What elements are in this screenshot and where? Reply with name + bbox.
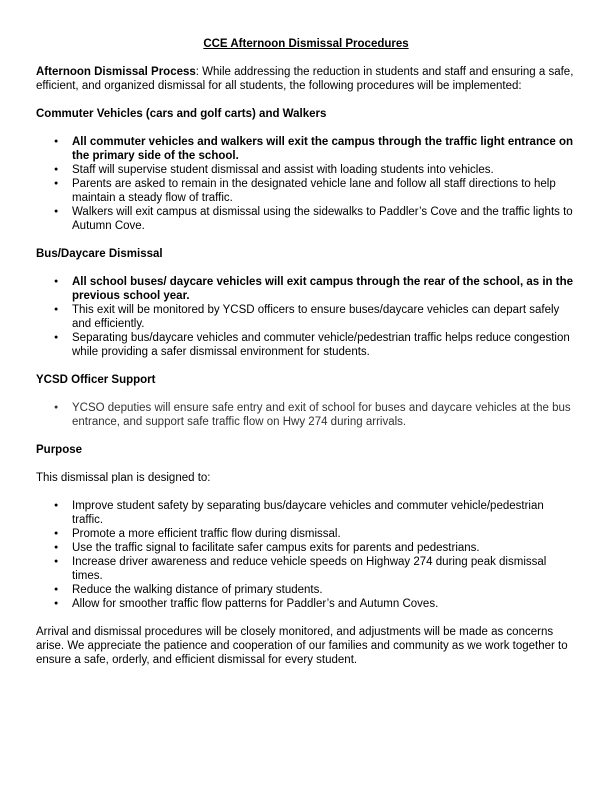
list-item: ● YCSO deputies will ensure safe entry and exit of school for buses and daycare vehicles at the bus entrance, and support safe traffic flow on Hwy 274 during arrivals.	[36, 401, 576, 429]
list-item: ● Promote a more efficient traffic flow during dismissal.	[36, 527, 576, 541]
bus-list	[36, 275, 576, 359]
list-item: ● Staff will supervise student dismissal and assist with loading students into vehicles.	[36, 163, 576, 177]
purpose-intro: This dismissal plan is designed to:	[36, 472, 211, 484]
list-item: ● All school buses/ daycare vehicles will exit campus through the rear of the school, as in the previous school year.	[36, 275, 576, 303]
list-item: ● Improve student safety by separating bus/daycare vehicles and commuter vehicle/pedestrian traffic.	[36, 499, 576, 527]
bus-heading: Bus/Daycare Dismissal	[36, 248, 163, 260]
list-item: ● Increase driver awareness and reduce vehicle speeds on Highway 274 during peak dismissal times.	[36, 555, 576, 583]
list-item: ● Separating bus/daycare vehicles and commuter vehicle/pedestrian traffic helps reduce congestion while providing a safer dismissal environment for students.	[36, 331, 576, 359]
purpose-list	[36, 499, 576, 611]
intro-paragraph	[36, 65, 576, 93]
closing-paragraph: Arrival and dismissal procedures will be closely monitored, and adjustments will be made as concerns arise. We appreciate the patience and cooperation of our families and community as we work together to ensure a safe, orderly, and efficient dismissal for every student.	[36, 626, 568, 666]
list-item: ● Use the traffic signal to facilitate safer campus exits for parents and pedestrians.	[36, 541, 576, 555]
list-item: ● Allow for smoother traffic flow patterns for Paddler’s and Autumn Coves.	[36, 597, 576, 611]
intro-lead: Afternoon Dismissal Process	[36, 66, 196, 78]
purpose-heading: Purpose	[36, 444, 83, 456]
list-item: ● Parents are asked to remain in the designated vehicle lane and follow all staff directions to help maintain a steady flow of traffic.	[36, 177, 576, 205]
list-item: ● All commuter vehicles and walkers will exit the campus through the traffic light entrance on the primary side of the school.	[36, 135, 576, 163]
list-item: ● Walkers will exit campus at dismissal using the sidewalks to Paddler’s Cove and the traffic lights to Autumn Cove.	[36, 205, 576, 233]
officer-list	[36, 401, 576, 429]
officer-heading: YCSD Officer Support	[36, 374, 156, 386]
list-item: ● Reduce the walking distance of primary students.	[36, 583, 576, 597]
commuter-heading: Commuter Vehicles (cars and golf carts) and Walkers	[36, 108, 327, 120]
intro-text: : While addressing the reduction in students and staff and ensuring a safe, efficient, and organized dismissal for all students, the following procedures will be implemented:	[36, 66, 574, 92]
document-title: CCE Afternoon Dismissal Procedures	[203, 38, 409, 50]
list-item: ● This exit will be monitored by YCSD officers to ensure buses/daycare vehicles can depart safely and efficiently.	[36, 303, 576, 331]
commuter-list	[36, 135, 576, 233]
